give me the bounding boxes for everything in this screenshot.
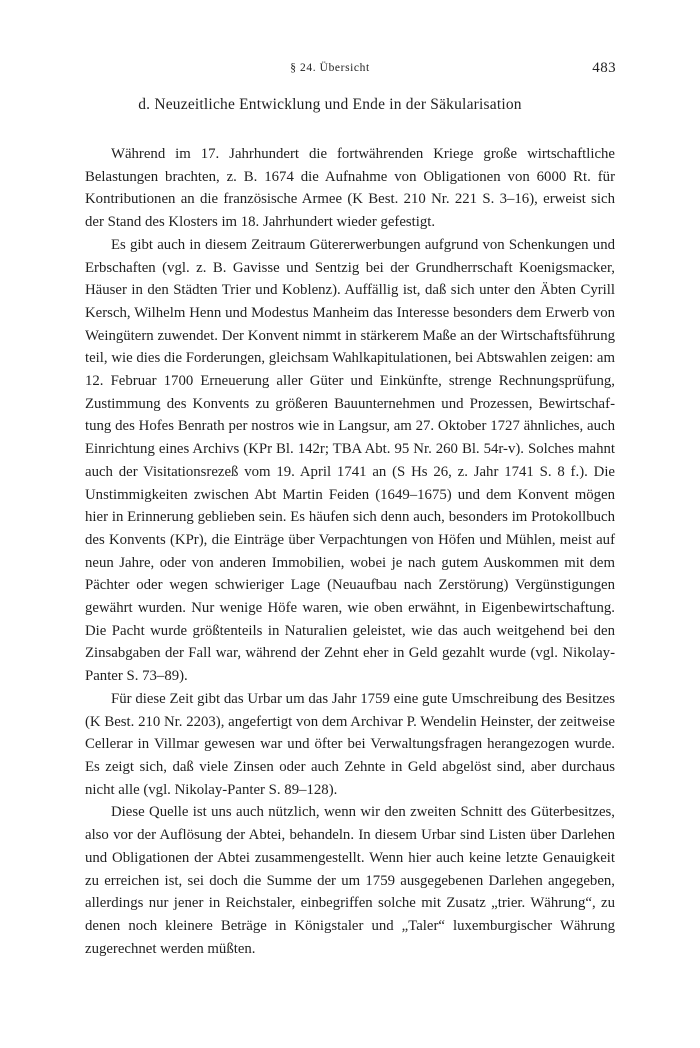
paragraph: Es gibt auch in diesem Zeitraum Gütererwerbungen aufgrund von Schenkungen und Erbschaften (vgl. z. B. Gavisse und Sentzig bei der Grundherrschaft Koenigsmacker, Häuser in den Städten Trier und Koblenz). Auffällig ist, daß sich unter den Äbten Cyrill Kersch, Wilhelm Henn und Modestus Manheim das Interesse besonders dem Erwerb von Weingütern zuwendet. Der Konvent nimmt in stärkerem Maße an der Wirtschaftsführung teil, wie dies die Forderungen, gleichsam Wahlkapitulationen, bei Abtswahlen zeigen: am 12. Februar 1700 Erneuerung aller Güter und Einkünfte, strenge Rechnungsprüfung, Zustimmung des Konvents zu größeren Bauunternehmen und Prozessen, Bewirtschaftung des Hofes Benrath per nostros wie in Langsur, am 27. Oktober 1727 ähnliches, auch Einrichtung eines Archivs (KPr Bl. 142r; TBA Abt. 95 Nr. 260 Bl. 54r-v). Solches mahnt auch der Visitationsrezeß vom 19. April 1741 an (S Hs 26, z. Jahr 1741 S. 8 f.). Die Unstimmigkeiten zwischen Abt Martin Feiden (1649–1675) und dem Konvent mögen hier in Erinnerung geblieben sein. Es häufen sich denn auch, besonders im Protokollbuch des Konvents (KPr), die Einträge über Verpachtungen von Höfen und Mühlen, meist auf neun Jahre, oder von anderen Immobilien, wobei je nach gutem Auskommen mit dem Pächter oder wegen schwieriger Lage (Neuaufbau nach Zerstörung) Vergünstigungen gewährt wurden. Nur wenige Höfe waren, wie oben erwähnt, in Eigenbewirtschaftung. Die Pacht wurde größtenteils in Naturalien geleistet, wie das auch weitgehend bei den Zinsabgaben der Fall war, während der Zehnt eher in Geld gezahlt wurde (vgl. Nikolay-Panter S. 73–89). [85, 236, 615, 685]
paragraph: Während im 17. Jahrhundert die fortwährenden Kriege große wirtschaftliche Belastungen brachten, z. B. 1674 die Aufnahme von Obligationen von 6000 Rt. für Kontributionen an die französische Armee (K Best. 210 Nr. 221 S. 3–16), erweist sich der Stand des Klosters im 18. Jahrhundert wieder gefestigt. [85, 146, 615, 231]
section-heading: d. Neuzeitliche Entwicklung und Ende in der Säkularisation [138, 96, 522, 113]
body-text [85, 143, 615, 960]
paragraph: Diese Quelle ist uns auch nützlich, wenn wir den zweiten Schnitt des Güterbesitzes, also vor der Auflösung der Abtei, behandeln. In diesem Urbar sind Listen über Darlehen und Obligationen der Abtei zusammengestellt. Wenn hier auch keine letzte Genauigkeit zu erreichen ist, sei doch die Summe der um 1759 ausgegebenen Darlehen angegeben, allerdings nur jener in Reichstaler, einbegriffen solche mit Zusatz „trier. Währung“, zu denen noch kleinere Beträge in Königstaler und „Taler“ luxemburgischer Währung zugerechnet werden müßten. [85, 804, 615, 957]
paragraph: Für diese Zeit gibt das Urbar um das Jahr 1759 eine gute Umschreibung des Besitzes (K Best. 210 Nr. 2203), angefertigt von dem Archivar P. Wendelin Heinster, der zeitweise Cellerar in Villmar gewesen war und öfter bei Verwaltungsfragen herangezogen wurde. Es zeigt sich, daß viele Zinsen oder auch Zehnte in Geld abgelöst sind, aber durchaus nicht alle (vgl. Nikolay-Panter S. 89–128). [85, 690, 615, 798]
page-number: 483 [592, 60, 616, 76]
section-reference: § 24. Übersicht [290, 62, 370, 74]
